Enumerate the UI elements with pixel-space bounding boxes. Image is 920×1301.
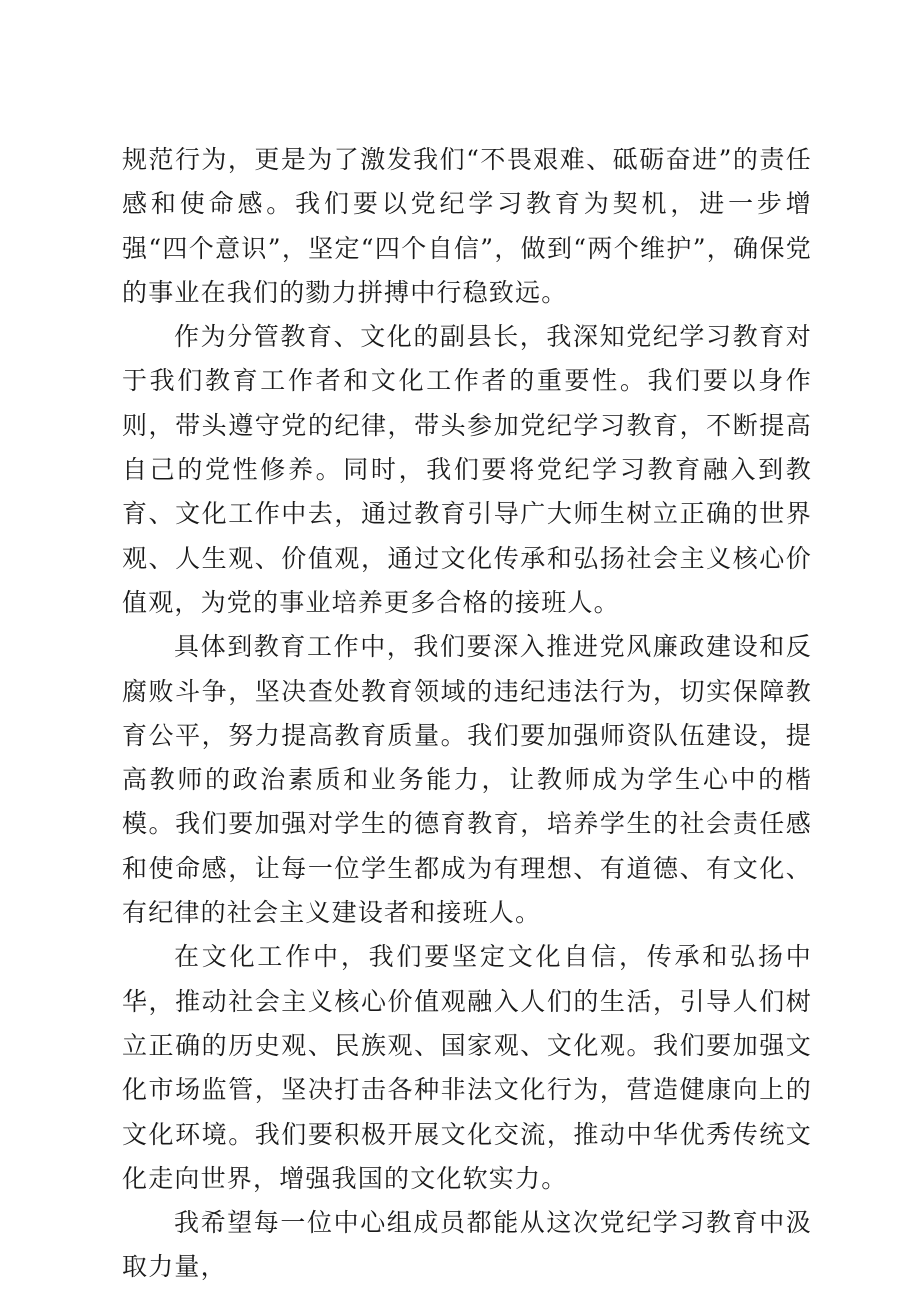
paragraph-culture-work: 在文化工作中，我们要坚定文化自信，传承和弘扬中华，推动社会主义核心价值观融入人们的生活，引导人们树立正确的历史观、民族观、国家观、文化观。我们要加强文化市场监管，坚决打击各种非法文化行为，营造健康向上的文化环境。我们要积极开展文化交流，推动中华优秀传统文化走向世界，增强我国的文化软实力。 (122, 942, 812, 1193)
paragraph-closing-hope: 我希望每一位中心组成员都能从这次党纪学习教育中汲取力量， (122, 1208, 812, 1282)
paragraph-continuation: 规范行为，更是为了激发我们“不畏艰难、砥砺奋进”的责任感和使命感。我们要以党纪学习教育为契机，进一步增强“四个意识”，坚定“四个自信”，做到“两个维护”，确保党的事业在我们的勠力拼搏中行稳致远。 (122, 145, 812, 307)
document-body (122, 138, 812, 1290)
paragraph-education-work: 具体到教育工作中，我们要深入推进党风廉政建设和反腐败斗争，坚决查处教育领域的违纪违法行为，切实保障教育公平，努力提高教育质量。我们要加强师资队伍建设，提高教师的政治素质和业务能力，让教师成为学生心中的楷模。我们要加强对学生的德育教育，培养学生的社会责任感和使命感，让每一位学生都成为有理想、有道德、有文化、有纪律的社会主义建设者和接班人。 (122, 632, 812, 928)
paragraph-role-vice-county-head: 作为分管教育、文化的副县长，我深知党纪学习教育对于我们教育工作者和文化工作者的重要性。我们要以身作则，带头遵守党的纪律，带头参加党纪学习教育，不断提高自己的党性修养。同时，我们要将党纪学习教育融入到教育、文化工作中去，通过教育引导广大师生树立正确的世界观、人生观、价值观，通过文化传承和弘扬社会主义核心价值观，为党的事业培养更多合格的接班人。 (122, 322, 812, 617)
